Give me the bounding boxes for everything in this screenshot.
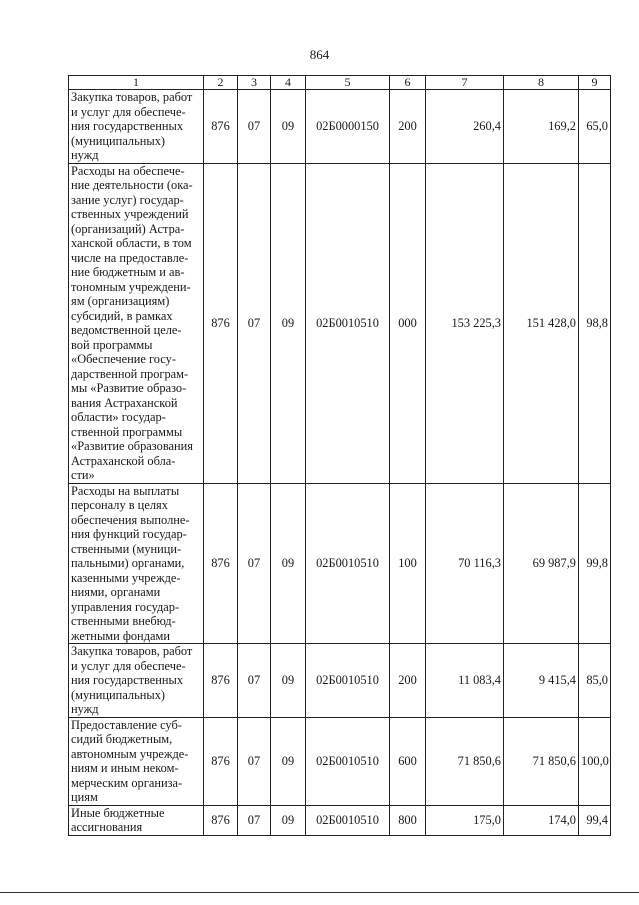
description-line: казенными учрежде- — [71, 570, 181, 585]
cell-c4: 09 — [271, 483, 306, 644]
cell-c3: 07 — [238, 483, 271, 644]
cell-c3: 07 — [238, 717, 271, 805]
cell-c2: 876 — [204, 805, 238, 835]
description-line: зание услуг) государ- — [71, 192, 184, 207]
description-line: циям — [71, 790, 98, 804]
table-row — [69, 90, 611, 164]
cell-c9: 100,0 — [579, 717, 611, 805]
description-line: ния государственных — [71, 673, 184, 687]
description-line: (муниципальных) — [71, 687, 166, 702]
description-line: ния функций государ- — [71, 527, 187, 541]
cell-c7: 175,0 — [426, 805, 504, 835]
cell-c9: 65,0 — [579, 90, 611, 164]
row-description — [69, 644, 204, 718]
row-description — [69, 90, 204, 164]
cell-c7: 71 850,6 — [426, 717, 504, 805]
cell-c6: 800 — [390, 805, 426, 835]
cell-c9: 99,4 — [579, 805, 611, 835]
description-line: субсидий, в рамках — [71, 308, 173, 323]
description-line: тономным учреждени- — [71, 279, 191, 294]
cell-c5: 02Б0010510 — [306, 717, 390, 805]
description-line: нужд — [71, 148, 99, 162]
description-line: ственными внебюд- — [71, 614, 176, 628]
description-line: вой программы — [71, 337, 153, 352]
col-header: 3 — [238, 76, 271, 90]
description-line: ние деятельности (ока- — [71, 178, 193, 192]
row-description — [69, 717, 204, 805]
description-line: Иные бюджетные — [71, 805, 165, 820]
description-line: управления государ- — [71, 599, 180, 614]
cell-c7: 70 116,3 — [426, 483, 504, 644]
cell-c4: 09 — [271, 644, 306, 718]
description-line: Закупка товаров, работ — [71, 644, 193, 658]
cell-c4: 09 — [271, 163, 306, 483]
cell-c3: 07 — [238, 90, 271, 164]
description-line: Расходы на выплаты — [71, 483, 180, 498]
description-line: мы «Развитие образо- — [71, 381, 187, 395]
col-header: 9 — [579, 76, 611, 90]
description-line: числе на предоставле- — [71, 250, 189, 265]
col-header: 8 — [504, 76, 579, 90]
budget-table — [68, 75, 611, 836]
cell-c7: 153 225,3 — [426, 163, 504, 483]
description-line: ниями, органами — [71, 585, 161, 599]
description-line: ниям и иным неком- — [71, 761, 179, 775]
cell-c2: 876 — [204, 483, 238, 644]
description-line: ассигнования — [71, 820, 143, 834]
description-line: ственными (муници- — [71, 541, 182, 556]
description-line: пальными) органами, — [71, 556, 185, 570]
cell-c6: 100 — [390, 483, 426, 644]
cell-c4: 09 — [271, 717, 306, 805]
description-line: дарственной програм- — [71, 366, 189, 381]
table-row — [69, 163, 611, 483]
description-line: автономным учрежде- — [71, 746, 189, 761]
table-row — [69, 717, 611, 805]
page-number: 864 — [309, 47, 330, 62]
description-line: ственных учреждений — [71, 207, 189, 221]
page-bottom-rule — [0, 892, 639, 893]
table-row — [69, 805, 611, 835]
description-line: ственной программы — [71, 424, 183, 439]
cell-c8: 9 415,4 — [504, 644, 579, 718]
description-line: и услуг для обеспече- — [71, 658, 186, 673]
cell-c6: 200 — [390, 644, 426, 718]
table-header-row — [69, 76, 611, 90]
description-line: ние бюджетным и ав- — [71, 265, 185, 279]
cell-c8: 69 987,9 — [504, 483, 579, 644]
cell-c4: 09 — [271, 805, 306, 835]
table-row — [69, 483, 611, 644]
description-line: и услуг для обеспече- — [71, 104, 186, 119]
cell-c7: 11 083,4 — [426, 644, 504, 718]
cell-c7: 260,4 — [426, 90, 504, 164]
cell-c9: 98,8 — [579, 163, 611, 483]
cell-c8: 71 850,6 — [504, 717, 579, 805]
description-line: вания Астраханской — [71, 395, 178, 410]
col-header: 4 — [271, 76, 306, 90]
cell-c9: 99,8 — [579, 483, 611, 644]
cell-c8: 169,2 — [504, 90, 579, 164]
cell-c3: 07 — [238, 805, 271, 835]
description-line: персоналу в целях — [71, 498, 168, 512]
description-line: мерческим организа- — [71, 775, 183, 790]
cell-c8: 174,0 — [504, 805, 579, 835]
col-header: 6 — [390, 76, 426, 90]
description-line: ям (организациям) — [71, 294, 170, 308]
description-line: жетными фондами — [71, 628, 170, 643]
cell-c6: 200 — [390, 90, 426, 164]
cell-c4: 09 — [271, 90, 306, 164]
cell-c5: 02Б0010510 — [306, 483, 390, 644]
description-line: ханской области, в том — [71, 236, 192, 250]
cell-c6: 000 — [390, 163, 426, 483]
row-description — [69, 163, 204, 483]
cell-c3: 07 — [238, 644, 271, 718]
description-line: (организаций) Астра- — [71, 221, 185, 236]
cell-c5: 02Б0010510 — [306, 644, 390, 718]
cell-c2: 876 — [204, 717, 238, 805]
description-line: ведомственной целе- — [71, 323, 182, 337]
table-row — [69, 644, 611, 718]
cell-c2: 876 — [204, 163, 238, 483]
description-line: области» государ- — [71, 410, 166, 424]
col-header: 1 — [69, 76, 204, 90]
cell-c5: 02Б0010510 — [306, 805, 390, 835]
description-line: обеспечения выполне- — [71, 512, 190, 527]
description-line: Расходы на обеспече- — [71, 163, 185, 178]
col-header: 2 — [204, 76, 238, 90]
col-header: 7 — [426, 76, 504, 90]
description-line: ния государственных — [71, 119, 184, 133]
cell-c5: 02Б0000150 — [306, 90, 390, 164]
description-line: «Обеспечение госу- — [71, 352, 176, 366]
description-line: (муниципальных) — [71, 133, 166, 148]
description-line: Закупка товаров, работ — [71, 90, 193, 104]
description-line: Астраханской обла- — [71, 453, 176, 468]
cell-c8: 151 428,0 — [504, 163, 579, 483]
description-line: сти» — [71, 468, 95, 482]
cell-c5: 02Б0010510 — [306, 163, 390, 483]
col-header: 5 — [306, 76, 390, 90]
description-line: «Развитие образования — [71, 439, 193, 453]
description-line: сидий бюджетным, — [71, 732, 173, 746]
cell-c3: 07 — [238, 163, 271, 483]
cell-c2: 876 — [204, 90, 238, 164]
cell-c9: 85,0 — [579, 644, 611, 718]
cell-c6: 600 — [390, 717, 426, 805]
description-line: Предоставление суб- — [71, 717, 182, 732]
description-line: нужд — [71, 702, 99, 716]
cell-c2: 876 — [204, 644, 238, 718]
row-description — [69, 483, 204, 644]
row-description — [69, 805, 204, 835]
